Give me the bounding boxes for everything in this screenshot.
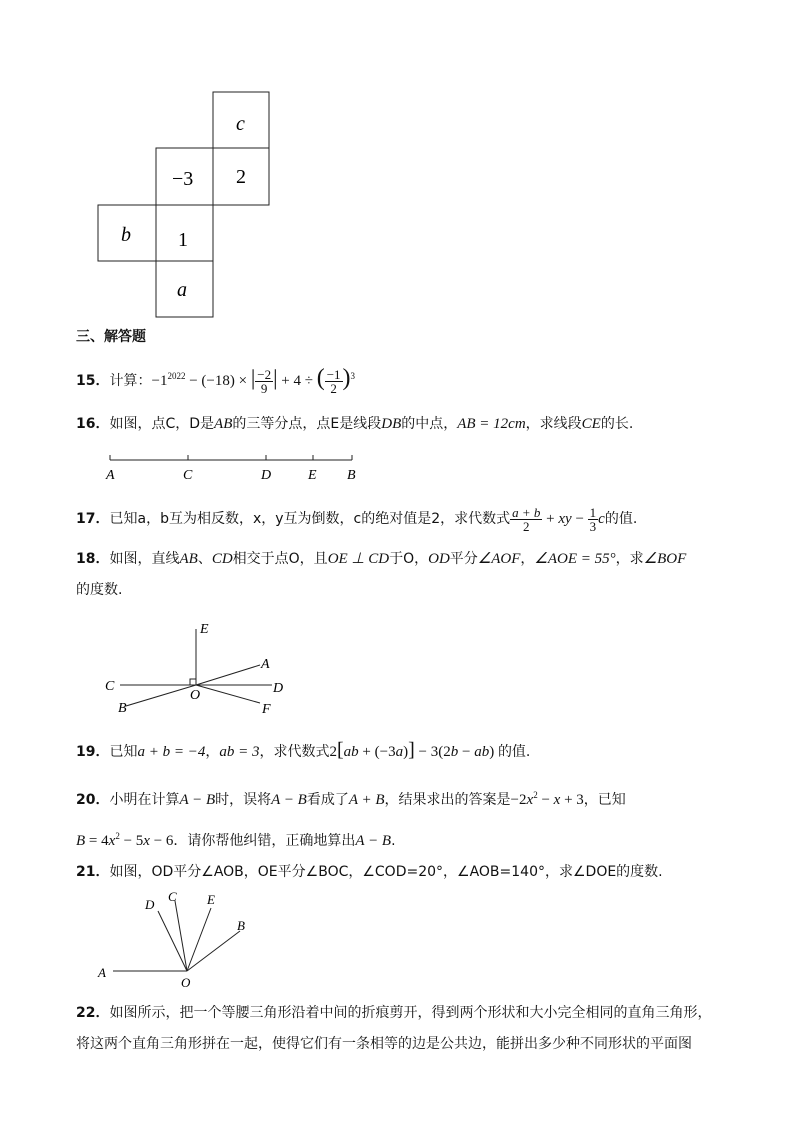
question-21	[76, 862, 663, 882]
question-22-line2: 将这两个直角三角形拼在一起，使得它们有一条相等的边是公共边，能拼出多少种不同形状的平面图	[76, 1036, 692, 1052]
question-22	[76, 1003, 711, 1023]
point-e-label: E	[200, 622, 209, 637]
question-15	[76, 366, 355, 395]
text: 相交于点O，且	[232, 551, 328, 567]
text: ，已知	[583, 792, 626, 808]
perpendicular-condition: OE ⊥ CD	[327, 551, 390, 567]
question-17	[76, 506, 637, 533]
question-number: 16．	[76, 416, 110, 432]
expr-a-minus-b: A − B	[271, 792, 307, 808]
point-b-label: B	[237, 918, 245, 933]
text: 时，误将	[215, 792, 272, 808]
segment-db: DB	[381, 416, 402, 432]
question-number: 21．	[76, 864, 110, 880]
point-b-label: B	[347, 468, 356, 483]
angle-aof: ∠AOF	[477, 551, 521, 567]
expr-a-plus-b: A + B	[348, 792, 385, 808]
section-title: 三、解答题	[76, 329, 146, 345]
text: 已知	[109, 744, 138, 760]
point-f-label: F	[262, 702, 271, 717]
text: 的三等分点，点E是线段	[232, 416, 382, 432]
point-c-label: C	[183, 468, 193, 483]
question-number: 15．	[76, 373, 110, 389]
text: 看成了	[306, 792, 349, 808]
segment-ab: AB	[214, 416, 233, 432]
point-e-label: E	[207, 892, 215, 907]
text: 小明在计算	[109, 792, 180, 808]
point-a-label: A	[106, 468, 115, 483]
point-d-label: D	[273, 681, 284, 696]
line-cd: CD	[211, 551, 233, 567]
question-19	[76, 740, 530, 762]
wrong-answer: $-2x^2 - x + 3$	[510, 790, 584, 808]
net-label-c: c	[236, 113, 245, 135]
text: 平分	[449, 551, 478, 567]
text: 的中点，	[401, 416, 458, 432]
text: 、	[197, 551, 212, 567]
condition-product: ab = 3	[219, 744, 260, 760]
text: ，求	[615, 551, 644, 567]
text: ．请你帮他纠错，正确地算出	[173, 833, 356, 849]
text: 于O，	[389, 551, 429, 567]
text: 已知a，b互为相反数，x，y互为倒数，c的绝对值是2，求代数式	[109, 510, 511, 527]
expression: $\frac{a + b}{2}$ + xy − $\frac{1}{3}$ c	[512, 505, 605, 534]
question-18-line2: 的度数.	[76, 582, 123, 598]
text: 的值.	[604, 510, 638, 527]
expr-a-minus-b: A − B	[179, 792, 216, 808]
point-c-label: C	[105, 679, 115, 694]
point-d-label: D	[261, 468, 272, 483]
cube-net-figure	[0, 0, 794, 330]
question-number: 17．	[76, 510, 110, 527]
net-label-m3: −3	[172, 168, 194, 190]
question-number: 19．	[76, 744, 110, 760]
question-number: 20．	[76, 792, 110, 808]
point-o-label: O	[190, 688, 201, 703]
segment-ce: CE	[581, 416, 601, 432]
text: ，求线段	[525, 416, 582, 432]
net-label-b: b	[121, 224, 131, 246]
condition-sum: a + b = −4	[137, 744, 206, 760]
expr-a-minus-b: A − B	[355, 833, 392, 849]
text: 的长.	[600, 416, 634, 432]
text: ，结果求出的答案是	[384, 792, 511, 808]
length-condition: AB = 12cm	[457, 416, 526, 432]
angle-figure-21	[95, 885, 265, 995]
question-number: 18．	[76, 551, 110, 567]
text: ，求代数式	[259, 744, 330, 760]
point-d-label: D	[145, 897, 155, 912]
net-label-1: 1	[178, 229, 188, 251]
expression: 2[ab + (−3a)] − 3(2b − ab)	[329, 739, 498, 761]
text: 如图，点C，D是	[109, 416, 215, 432]
angle-bof: ∠BOF	[643, 551, 687, 567]
expression: $-1^{2022} - (-18)$ × | $\frac{-2}{9}$ | + 4 ÷ ( $\frac{-1}{2}$ )$^3$	[151, 365, 356, 397]
question-number: 22．	[76, 1005, 110, 1021]
question-text: 如图，OD平分∠AOB，OE平分∠BOC，∠COD=20°，∠AOB=140°，求∠DOE的度数.	[109, 864, 663, 880]
point-b-label: B	[118, 701, 127, 716]
angle-aoe-condition: ∠AOE = 55°	[534, 551, 616, 567]
text: ，	[520, 551, 535, 567]
net-label-a: a	[177, 279, 187, 301]
point-o-label: O	[181, 975, 191, 990]
net-label-2: 2	[236, 166, 246, 188]
question-20	[76, 785, 626, 810]
question-text: 计算：	[109, 373, 152, 389]
text: 如图，直线	[109, 551, 180, 567]
ray-od: OD	[428, 551, 450, 567]
question-20-line2	[76, 826, 396, 851]
question-16	[76, 414, 633, 434]
line-ab: AB	[179, 551, 198, 567]
angle-figure-18	[100, 615, 300, 720]
text: ，	[205, 744, 220, 760]
question-18	[76, 549, 686, 569]
given-b: $B = 4x^2 - 5x - 6$	[76, 831, 174, 849]
question-text: 如图所示，把一个等腰三角形沿着中间的折痕剪开，得到两个形状和大小完全相同的直角三角形，	[109, 1005, 712, 1021]
segment-figure-16	[100, 450, 370, 485]
point-a-label: A	[261, 657, 270, 672]
point-a-label: A	[98, 965, 106, 980]
point-e-label: E	[308, 468, 317, 483]
text: .	[391, 833, 396, 849]
point-c-label: C	[168, 889, 177, 904]
text: 的值.	[497, 744, 531, 760]
